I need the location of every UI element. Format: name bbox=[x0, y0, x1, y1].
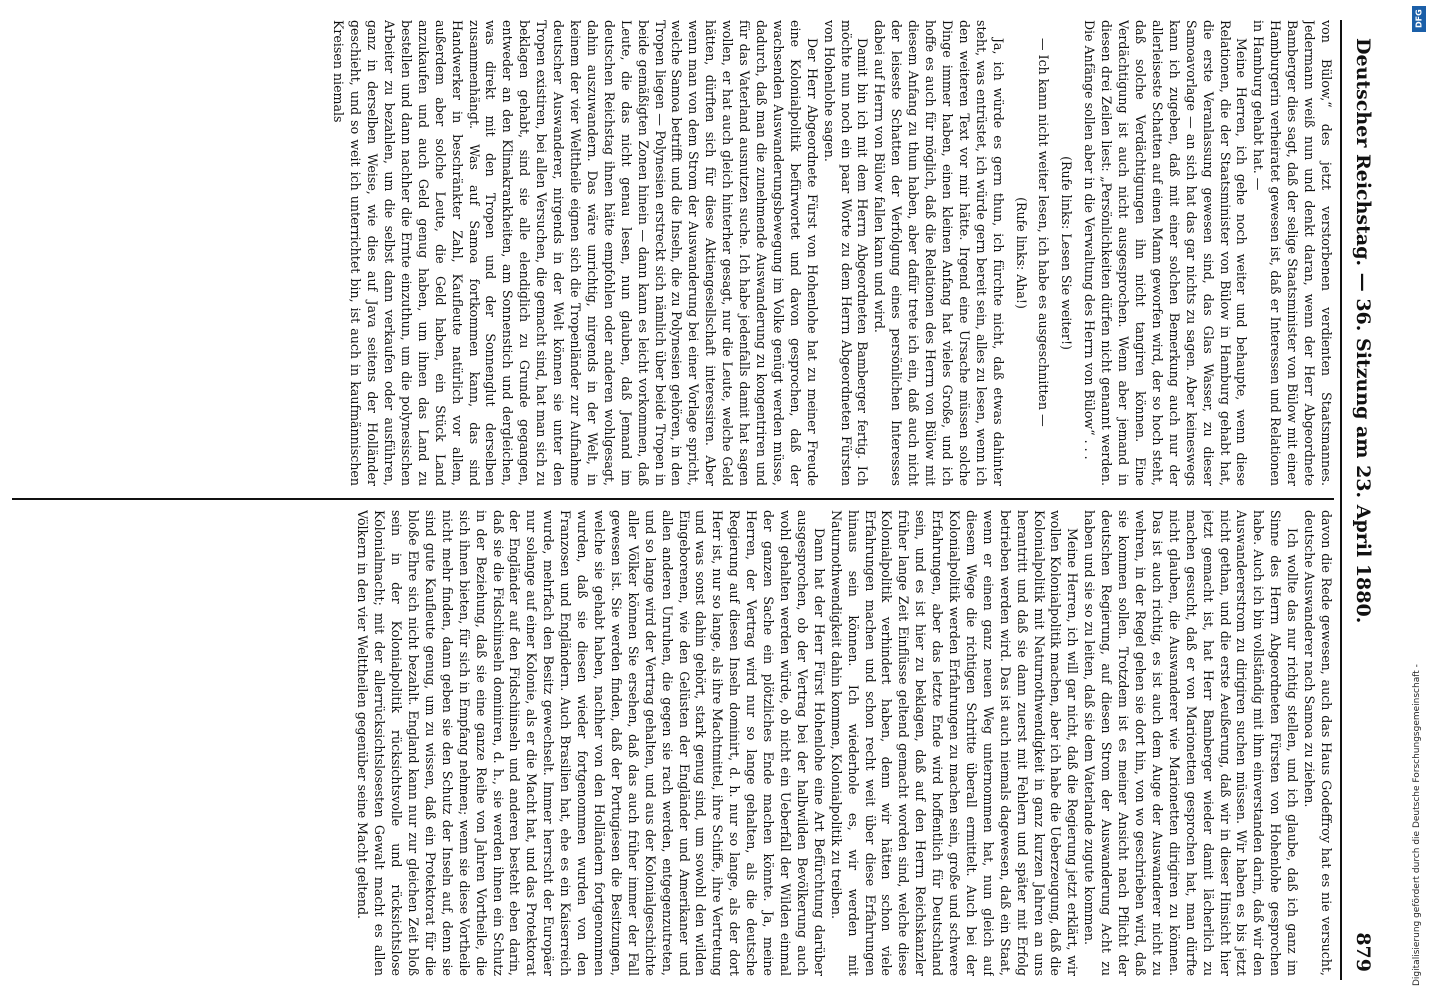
interjection: (Rufe links: Aha!) bbox=[1013, 197, 1029, 309]
header-rule bbox=[1340, 20, 1342, 980]
paragraph: — Ich kann nicht weiter lesen, ich habe es ausgeschnitten — bbox=[1036, 38, 1052, 427]
paragraph: Der Herr Abgeordnete Fürst von Hohenlohe hat zu meiner Freude eine Kolonialpolitik befürwortet und davon gesprochen, daß der wachsenden Auswanderungsbewegung im Volke genügt werden müsse, dadurch, daß man die zunehmende Auswanderung zu kongentriren und für das Vaterland ausnutzen suche. Ich habe jedenfalls damit hat sagen wollen, er hat auch gleich hinterher gesagt, nur die Leute, welche Geld hätten, dürften sich für diese Aktiengesellschaft interessiren. Aber wenn man von dem Strom der Auswanderung bei einer Vorlage spricht, welche Samoa betrifft und die Inseln, die zu Polynesien gehören, in den Tropen liegen — Polynesien erstreckt sich nämlich über beide Tropen in beide gemäßigten Zonen hinein — dann kann es leicht vorkommen, daß Leute, die das nicht genau lesen, nun glauben, daß Jemand im deutschen Reichstag ihnen hätte empfohlen oder anderen wohlgesagt, dahin auszuwandern. Das wäre unrichtig, nirgends in der Welt, in keinem der vier Welttheile eignen sich die Tropenländer zur Aufnahme deutscher Auswanderer, nirgends in der Welt können sie unter den Tropen existiren, bei allen Versuchen, die gemacht sind, hat man sich zu beklagen gehabt, sind sie alle elendiglich zu Grunde gegangen, entweder an den Klimakrankheiten, am Sonnenstich und dergleichen, was direkt mit den Tropen und der Sonnenglut derselben zusammenhängt. Was auf Samoa fortkommen kann, das sind Handwerker in beschränkter Zahl, Kaufleute natürlich vor allem, außerdem aber solche Leute, die Geld haben, ein Stück Land anzukaufen und auch Geld genug haben, um ihnen das Land zu bestellen und dann nachher die Ernte einzuthun, um die polynesischen Arbeiter zu bezahlen, um die selbst dann verkaufen oder ausführen, ganz in derselben Weise, wie dies auf Java seitens der Holländer geschieht, und so weit ich unterrichtet bin, ist auch in kaufmännischen Kreisen niemals bbox=[331, 20, 820, 486]
page-number: 879 bbox=[1352, 932, 1374, 972]
paragraph: davon die Rede gewesen, auch das Haus Godeffroy hat es nie versucht, deutsche Auswanderer nach Samoa zu ziehen. bbox=[1302, 510, 1334, 976]
paragraph: Meine Herren, ich will gar nicht, daß die Regierung jetzt erklärt, wir wollen Kolonialpolitik machen, aber ich habe die Ueberzeugung, daß die Kolonialpolitik mit Naturnothwendigkeit in ganz kurzen Jahren an uns herantritt und daß sie dann zuerst mit Fehlern und später mit Erfolg betrieben werden wird. Das ist auch niemals dagewesen, daß ein Staat, wenn er einen ganz neuen Weg unternommen hat, nun gleich auf diesem Wege die richtigen Schritte überall ermittelt. Auch bei der Kolonialpolitik werden Erfahrungen zu machen sein, große und schwere Erfahrungen, aber das letzte Ende wird hoffentlich für Deutschland sein, und es ist hier zu beklagen, daß auf den Herrn Reichskanzler früher lange Zeit Einflüsse geltend gemacht worden sind, welche diese Kolonialpolitik verhindert haben, denn wir hätten schon viele Erfahrungen machen und schon recht weit über diese Erfahrungen hinaus sein können. Ich wiederhole es, wir werden mit Naturnothwendigkeit dahin kommen, Kolonialpolitik zu treiben. bbox=[828, 510, 1081, 976]
paragraph: Ja, ich würde es gern thun, ich fürchte nicht, daß etwas dahinter steht, was entrüstet, ich würde gern bereit sein, alles zu lesen, wenn ich den weiteren Text vor mir hätte. Irgend eine Ursache müssen solche Dinge immer haben, einen kleinen Anfang hat vieles Große, und ich hoffe es auch für möglich, daß die Relationen des Herrn von Bülow mit diesem Anfang zu thun haben, aber dafür trete ich ein, daß auch nicht der leiseste Schatten der Verfolgung eines persönlichen Interesses dabei auf Herrn von Bülow fallen kann und wird. bbox=[872, 20, 1006, 486]
interjection: (Rufe links: Lesen Sie weiter!) bbox=[1059, 156, 1075, 350]
dfg-logo: DFG bbox=[1412, 6, 1426, 32]
paragraph: Meine Herren, ich gehe noch weiter und behaupte, wenn diese Relationen, die der Staatsminister von Bülow in Hamburg gehabt hat, die erste Veranlassung gewesen sind, das Glas Wasser, zu dieser Samoavorlage — an sich hat das gar nichts zu sagen. Aber keineswegs kann ich zugeben, daß mit einer solchen Bemerkung auch nur der allerleiseste Schatten auf einen Mann geworfen wird, der so hoch steht, daß solche Verdächtigungen ihn nicht tangiren können. Eine Verdächtigung ist auch nicht ausgesprochen. Wenn aber jemand in diesen drei Zeilen liest: „Persönlichkeiten dürfen nicht genannt werden. Die Anfänge sollen aber in die Verwaltung des Herrn von Bülow“ . . . bbox=[1082, 20, 1250, 486]
running-head bbox=[1342, 20, 1384, 980]
paragraph: Ich wollte das nur richtig stellen, und ich glaube, daß ich ganz im Sinne des Herrn Abgeordneten Fürsten von Hohenlohe gesprochen habe. Auch ich bin vollständig mit ihm einverstanden darin, daß wir den Auswandererstrom zu dirigiren suchen müssen. Wir haben es bis jetzt nicht gethan, und die erste Aeußerung, daß wir in dieser Hinsicht hier jetzt gemacht ist, hat Herr Bamberger wieder damit lächerlich zu machen gesucht, daß er von Marionetten gesprochen hat, man dürfte nicht glauben, die Auswanderer wie Marionetten dirigiren zu können. Das ist auch richtig, es ist auch dem Auge der Auswanderer nicht zu wehren, in der Regel gehen sie dort hin, von wo geschrieben wird, daß sie kommen sollen. Trotzdem ist es meiner Ansicht nach Pflicht der deutschen Regierung, auf diesen Strom der Auswanderung Acht zu haben und sie so zu leiten, daß sie dem Vaterlande zugute kommen. bbox=[1082, 510, 1301, 976]
running-head-title: Deutscher Reichstag. — 36. Sitzung am 23. April 1880. bbox=[1352, 38, 1374, 624]
right-column bbox=[12, 510, 1334, 976]
paragraph: von Bülow,“ des jetzt verstorbenen verdienten Staatsmannes. Jedermann weiß nun und denkt daran, wenn der Herr Abgeordnete Bamberger dies sagt, daß der selige Staatsminister von Bülow mit einer Hamburgerin verheiratet gewesen ist, daß er Interessen und Relationen in Hamburg gehabt hat. — bbox=[1251, 20, 1334, 486]
column-divider bbox=[12, 498, 1334, 500]
left-column bbox=[12, 20, 1334, 486]
paragraph: Dann hat der Herr Fürst Hohenlohe eine Art Befürchtung darüber ausgesprochen, ob der Vertrag bei der halbwilden Bevölkerung auch wohl gehalten werden würde, ob nicht ein Ueberfall der Wilden einmal der ganzen Sache ein plötzliches Ende machen könnte. Ja, meine Herren, der Vertrag wird nur so lange gehalten, als die deutsche Regierung auf diesen Inseln dominirt, d. h. nur so lange, als der dort Herr ist, nur so lange, als ihre Machtmittel, ihre Schiffe, ihre Vertretung und was sonst dahin gehört, stark genug sind, um sowohl den wilden Eingeborenen, wie den Gelüsten der Engländer und Amerikaner und allen anderen Unruhen, die gegen sie rach werden, entgegenzutreten, und so lange wird der Vertrag gehalten, und aus der Kolonialgeschichte aller Völker können Sie ersehen, daß das auch früher immer der Fall gewesen ist. Sie werden finden, daß der Portugiesen die Besitzungen, welche sie gehabt haben, nachher von den Holländern fortgenommen wurden, daß sie diesen wieder fortgenommen wurden von den Franzosen und Engländern. Auch Brasilien hat, ehe es ein Kaiserreich wurde, mehrfach den Besitz gewechselt. Immer herrscht der Europäer nur solange auf einer Kolonie, als er die Macht hat, und das Protektorat der Engländer auf den Fidschiinseln und anderen besteht eben darin, daß sie die Fidschiinseln dominiren, d. h., sie werden ihnen ein Schutz in der Beziehung, daß sie eine ganze Reihe von Jahren Vortheile, die sich ihnen bieten, für sich in Empfang nehmen; wenn sie diese Vortheile nicht mehr finden, dann geben sie den Schutz der Inseln auf, denn sie sind gute Kaufleute genug, um zu wissen, daß ein Protektorat für die bloße Ehre sich nicht bezahlt. England kann nur zur gleichen Zeit bloß sein in der Kolonialpolitik rücksichtsvolle und rücksichtslose Kolonialmacht; mit der allerrücksichtslosesten Gewalt macht es allen Völkern in den vier Welttheilen gegenüber seine Macht geltend. bbox=[355, 510, 827, 976]
paragraph: Damit bin ich mit dem Herrn Abgeordneten Bamberger fertig. Ich möchte nun noch ein paar Worte zu dem Herrn Abgeordneten Fürsten von Hohenlohe sagen. bbox=[821, 20, 871, 486]
digitization-credit: Digitalisierung gefördert durch die Deutsche Forschungsgemeinschaft - bbox=[1412, 664, 1422, 986]
